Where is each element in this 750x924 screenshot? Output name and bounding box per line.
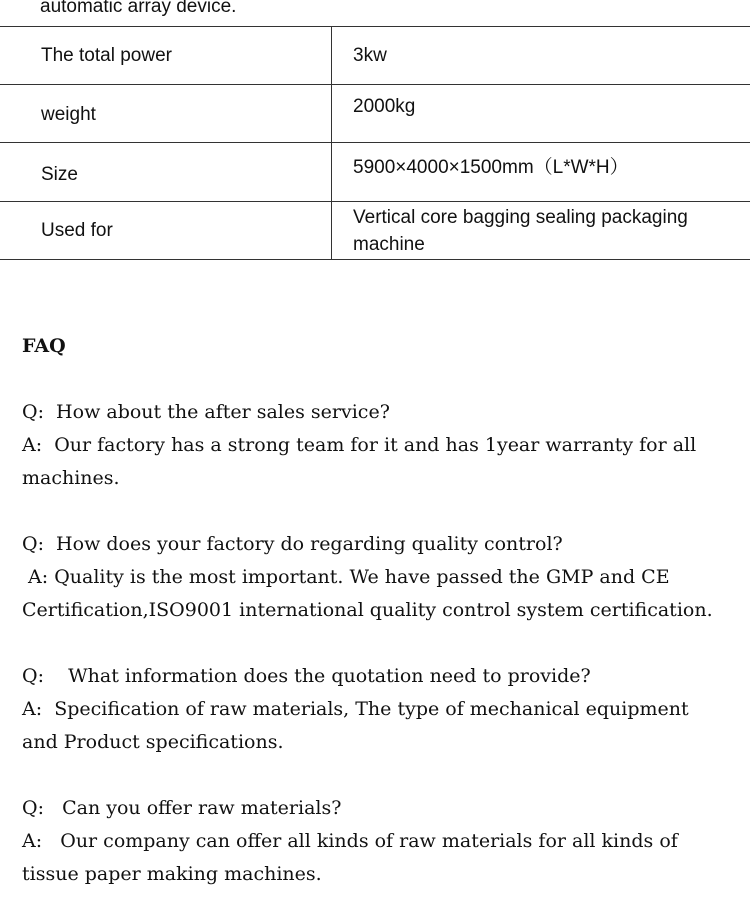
spec-key-cell xyxy=(0,143,332,202)
table-row xyxy=(0,27,750,85)
spec-value-used-for: Vertical core bagging sealing packaging machine xyxy=(353,207,688,255)
spec-value-cell xyxy=(332,202,750,260)
table-row xyxy=(0,85,750,143)
faq-answer: A: Specification of raw materials, The type of mechanical equipment and Product specifications. xyxy=(22,693,722,759)
table-row xyxy=(0,202,750,260)
specification-table xyxy=(0,26,750,260)
spec-value-cell xyxy=(332,85,750,143)
spec-value-weight: 2000kg xyxy=(353,85,730,120)
faq-question: Q: How does your factory do regarding quality control? xyxy=(22,528,722,561)
table-row xyxy=(0,143,750,202)
spec-key-total-power: The total power xyxy=(41,45,172,66)
spec-key-weight: weight xyxy=(41,102,331,126)
faq-answer: A: Our factory has a strong team for it and has 1year warranty for all machines. xyxy=(22,429,722,495)
spec-key-cell xyxy=(0,27,332,85)
faq-section xyxy=(22,330,722,924)
spec-key-used-for: Used for xyxy=(41,220,113,241)
intro-text-fragment: automatic array device. xyxy=(40,0,236,20)
spec-key-cell xyxy=(0,85,332,143)
spec-key-size: Size xyxy=(41,158,331,186)
faq-question: Q: How about the after sales service? xyxy=(22,396,722,429)
spec-value-cell xyxy=(332,27,750,85)
spec-value-cell xyxy=(332,143,750,202)
faq-answer: A: Our company can offer all kinds of raw materials for all kinds of tissue paper making machines. xyxy=(22,825,722,891)
spec-key-cell xyxy=(0,202,332,260)
faq-item xyxy=(22,396,722,495)
faq-question: Q: Can you offer raw materials? xyxy=(22,792,722,825)
faq-item xyxy=(22,528,722,627)
spec-value-total-power: 3kw xyxy=(353,45,387,66)
faq-answer: A: Quality is the most important. We have passed the GMP and CE Certification,ISO9001 international quality control system certification. xyxy=(22,561,722,627)
faq-heading: FAQ xyxy=(22,330,722,363)
faq-question: Q: What information does the quotation need to provide? xyxy=(22,660,722,693)
faq-item xyxy=(22,792,722,891)
spec-value-size: 5900×4000×1500mm（L*W*H） xyxy=(353,143,730,181)
faq-item xyxy=(22,660,722,759)
